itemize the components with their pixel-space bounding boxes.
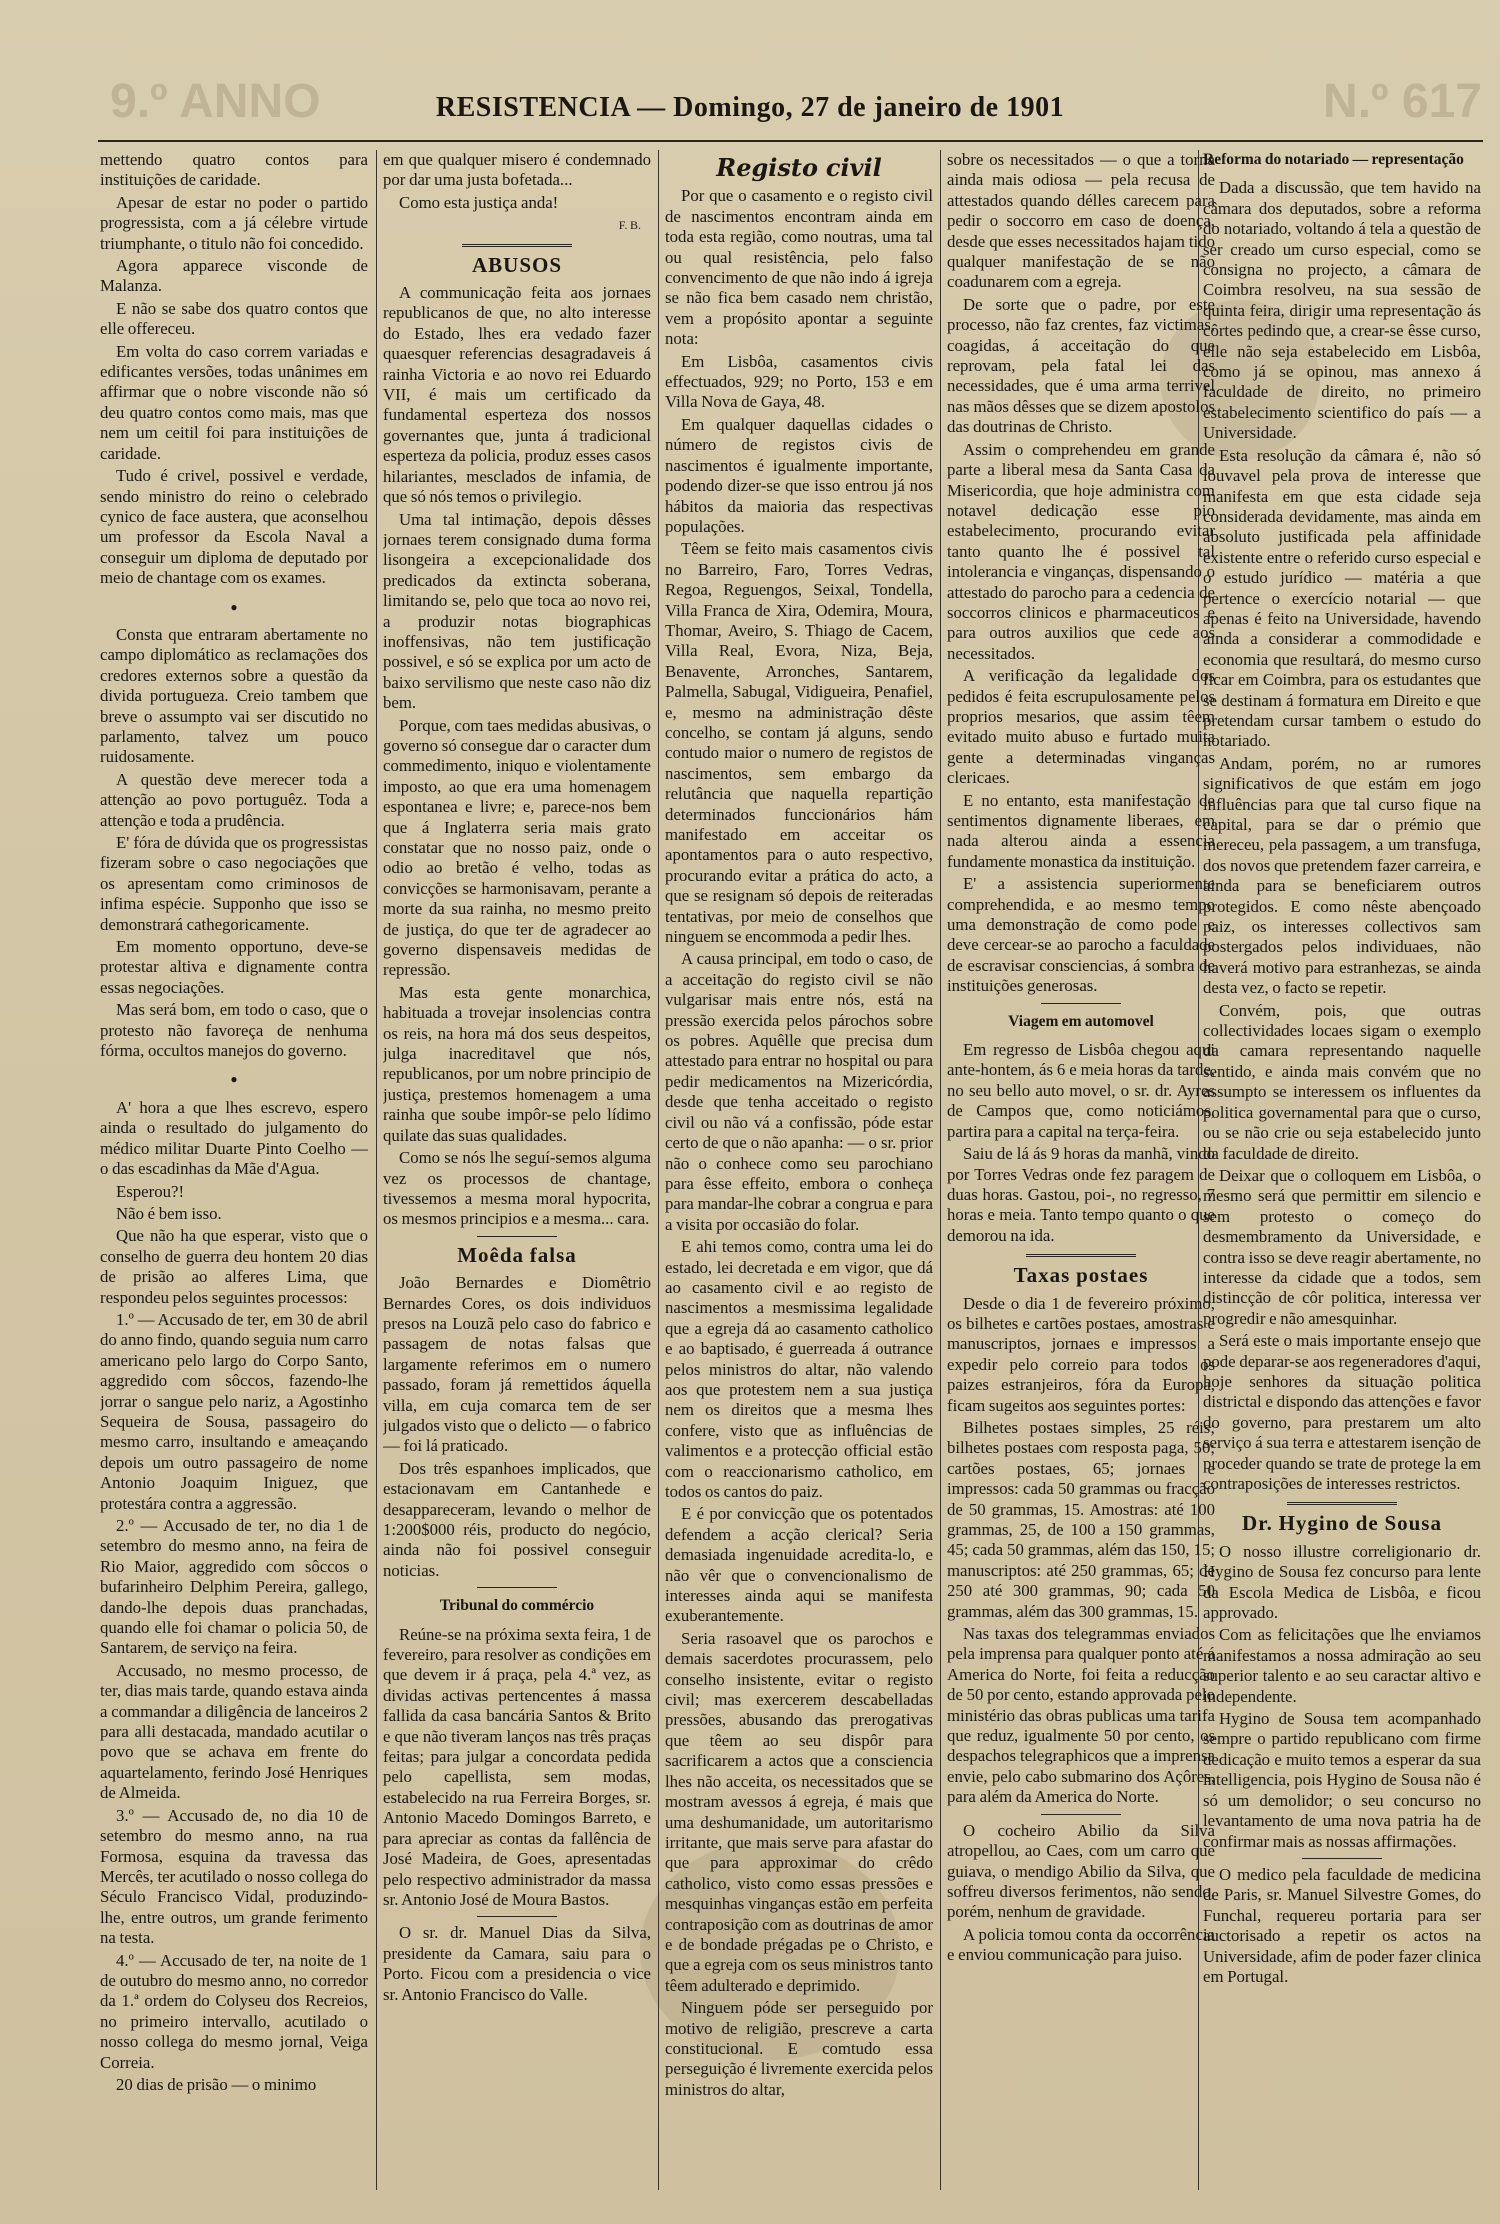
divider [477,1236,557,1237]
paragraph: Apesar de estar no poder o partido progressista, com a já célebre virtude triumphante, o titulo não foi concedido. [100,192,368,253]
column-2 [383,150,651,2198]
paragraph: Porque, com taes medidas abusivas, o governo só consegue dar o caracter dum commedimento, iniquo e violentamente imposto, ao que era uma homenagem espontanea e livre; e, parece-nos bem que á Inglaterra seria mais grato constatar que no nosso paiz, onde o odio ao bretão é velho, todas as convicções se harmonisavam, perante a morte da sua rainha, no mesmo preito de justiça, do que ter de agradecer ao governo dispensaveis medidas de repressão. [383,715,651,980]
paragraph: Em Lisbôa, casamentos civis effectuados, 929; no Porto, 153 e em Villa Nova de Gaya, 48. [665,351,933,412]
paragraph: A' hora a que lhes escrevo, espero ainda o resultado do julgamento do médico militar Duarte Pinto Coelho — o das escadinhas da Mãe d'Agua. [100,1097,368,1179]
paragraph: 20 dias de prisão — o minimo [116,2074,317,2094]
paragraph: Que não ha que esperar, visto que o conselho de guerra deu hontem 20 dias de prisão ao alferes Lima, que respondeu pelos seguintes processos: [100,1226,368,1307]
paragraph: Uma tal intimação, depois dêsses jornaes terem consignado duma forma lisongeira a excepcionalidade dos predicados da extincta soberana, limitando se, pelo que toca ao novo rei, a produzir notas biographicas inoffensivas, não tem justificação possivel, e só se explica por um acto de baixo servilismo que neste caso não diz bem. [383,509,651,713]
bleed-through-text: 9.º ANNO [110,75,321,128]
column-5 [1203,150,1481,2198]
paragraph: O nosso illustre correligionario dr. Hygino de Sousa fez concurso para lente da Escola Medica de Lisbôa, e ficou approvado. [1203,1541,1481,1623]
section-heading: Taxas postaes [1013,1263,1149,1288]
paragraph: Assim o comprehendeu em grande parte a liberal mesa da Santa Casa da Misericordia, que hoje administra com notavel dedicação esse pio estabelecimento, procurando evitar tanto quanto lhe é possivel tal intolerancia e vinganças, dispensando o attestado do parocho para a cedencia de soccorros clinicos e pharmaceuticos e para outros auxilios que cede aos necessitados. [947,439,1215,663]
paragraph: Agora apparece visconde de Malanza. [100,256,368,296]
column-rule [376,150,377,2190]
section-heading: ABUSOS [471,252,563,277]
paragraph: Esta resolução da câmara é, não só louvavel pela prova de interesse que manifesta em que esta cidade seja considerada devidamente, mas ainda em absoluto justificada pela affinidade existente entre o referido curso especial e o estudo jurídico — matéria a que pertence o exercício notarial — que apenas é feito na Universidade, havendo ainda a considerar a commodidade e economia que resultará, do mesmo curso ficar em Coimbra, para os estudantes que se destinam á formatura em Direito e que pretendam cursar tambem o estudo do notariado. [1203,445,1481,751]
paragraph: E' a assistencia superiormente comprehendida, e ao mesmo tempo uma demonstração de como pode e deve cercear-se ao parocho a faculdade de escravisar consciencias, á sombra de instituições generosas. [947,874,1215,996]
divider [1041,1003,1121,1004]
column-4 [947,150,1215,2198]
divider [1041,1814,1121,1815]
paragraph: Por que o casamento e o registo civil de nascimentos encontram ainda em toda esta região, como noutras, uma tal ou qual resistência, pelo falso convencimento de que não indo á igreja se não fica bem casado nem christão, vem a propósito apontar a seguinte nota: [665,186,933,349]
paragraph: Será este o mais importante ensejo que pode deparar-se aos regeneradores d'aqui, hoje senhores da situação politica districtal e dispondo das attenções e favor do governo, para prestarem um alto serviço á sua terra e attestarem isenção de proceder quando se trate de protege la em contraposições de interesses restrictos. [1203,1331,1481,1493]
paragraph: A questão deve merecer toda a attenção ao povo portuguêz. Toda a attenção e toda a prudência. [100,769,368,830]
paragraph: Como se nós lhe seguí-semos alguma vez os processos de chantage, tivessemos a mesma moral hypocrita, os mesmos principios e a mesma... cara. [383,1148,651,1229]
paragraph: Seria rasoavel que os parochos e demais sacerdotes procurassem, pelo conselho insistente, evitar o registo civil; mas exercerem descabelladas pressões, abusando das prerogativas que têem ao seu dispôr para sacrificarem a actos que a consciencia lhes não acceita, os necessitados que se mostram avessos á egreja, é mais que uma deshumanidade, um autoritarismo irritante, que mais serve para afastar do que para approximar do crêdo catholico, visto como essas pressões e mesquinhas vinganças estão em perfeita contraposição com as doutrinas de amor e de bondade prégadas pe o Christo, e que a egreja com os seus ministros tanto têem adulterado e deprimido. [665,1628,933,1995]
paragraph: Mas será bom, em todo o caso, que o protesto não favoreça de nenhuma fórma, occultos manejos do governo. [100,1000,368,1061]
paragraph: Com as felicitações que lhe enviamos manifestamos a nossa admiração ao seu superior talento e ao seu caractar altivo e independente. [1203,1625,1481,1706]
paragraph: Em momento opportuno, deve-se protestar altiva e dignamente contra essas negociações. [100,937,368,997]
paragraph: Bilhetes postaes simples, 25 réis; bilhetes postaes com resposta paga, 50; cartões postaes, 65; jornaes e impressos: cada 50 grammas ou fracção de 50 grammas, 15. Amostras: até 100 grammas, 25, de 100 a 150 grammas, 45; cada 50 grammas, além das 150, 15; manuscriptos: até 250 grammas, 65; de 250 até 300 grammas, 90; cada 50 grammas, além das 300 grammas, 15. [947,1417,1215,1621]
paragraph: Esperou?! [116,1181,185,1201]
divider [477,1916,557,1917]
masthead: RESISTENCIA — Domingo, 27 de janeiro de 1901 [435,92,1065,123]
header-rule [98,140,1483,142]
paragraph: Como esta justiça anda! [399,192,559,212]
paragraph: A verificação da legalidade dos pedidos é feita escrupulosamente pelos proprios mesarios, que assim têem evitado muito abuso e furtado muita gente a determinadas vinganças clericaes. [947,666,1215,788]
column-1 [100,150,368,2198]
paragraph: A communicação feita aos jornaes republicanos de que, no alto interesse do Estado, lhes era vedado fazer quaesquer referencias desagradaveis á rainha Victoria e ao novo rei Eduardo VII, é mais um certificado da fundamental esperteza dos nossos governantes que, junta á tradicional esperteza da policia, produz esses casos hilariantes, mesclados de infamia, de que só nós temos o privilegio. [383,283,651,507]
paragraph: Em regresso de Lisbôa chegou aqui ante-hontem, ás 6 e meia horas da tarde, no seu bello auto movel, o sr. dr. Ayres de Campos que, como noticiámos, partira para a capital na terça-feira. [947,1040,1215,1141]
paragraph: Accusado, no mesmo processo, de ter, dias mais tarde, quando estava ainda a commandar a diligência de lanceiros 2 para alli destacada, mandado acutilar o povo que se achava em frente do aquartelamento, ferindo José Henriques de Almeida. [100,1660,368,1803]
paragraph: João Bernardes e Diomêtrio Bernardes Cores, os dois individuos presos na Louzã pelo caso do fabrico e passagem de notas falsas que largamente referimos em o numero passado, foram já remettidos áquella villa, em cuja comarca tem de ser julgados visto que o delicto — o fabrico — foi lá praticado. [383,1273,651,1456]
paragraph: Dada a discussão, que tem havido na câmara dos deputados, sobre a reforma do notariado, voltando á tela a questão de ser creado um curso especial, como se consigna no projecto, a câmara de Coimbra resolveu, na sua sessão de quinta feira, dirigir uma representação ás côrtes pedindo que, a crear-se êsse curso, elle não seja estabelecido em Lisbôa, como já se opinou, mas annexo á faculdade de direito, no primeiro estabelecimento scientifico do país — a Universidade. [1203,178,1481,443]
paragraph: Andam, porém, no ar rumores significativos de que estám em jogo influências para que tal curso fique na capital, para se dar o prémio que mereceu, pela passagem, a um transfuga, dos novos que pretendem fazer carreira, e ainda para se beneficiarem outros protegidos. E como nêste abençoado paiz, os interesses collectivos sam postergados pelos individuaes, não haverá motivo para estranhezas, se ainda desta vez, o facto se repetir. [1203,753,1481,998]
paragraph: Tudo é crivel, possivel e verdade, sendo ministro do reino o celebrado cynico de face austera, que aconselhou um professor da Escola Naval a conseguir um diploma de deputado por meio de chantage com os exames. [100,466,368,588]
paragraph: Desde o dia 1 de fevereiro próximo, os bilhetes e cartões postaes, amostras e manuscriptos, jornaes e impressos a expedir pelo correio para todos os paizes estranjeiros, fóra da Europa, ficam sugeitos aos seguintes portes: [947,1293,1215,1415]
section-heading: Reforma do notariado — representação [1203,151,1464,168]
paragraph: Consta que entraram abertamente no campo diplomático as reclamações dos credores externos sobre a questão da divida portugueza. Creio tambem que breve o assumpto vai ser discutido no parlamento, talvez um pouco ruidosamente. [100,624,368,767]
paragraph: Em qualquer daquellas cidades o número de registos civis de nascimentos é igualmente importante, podendo dizer-se que isso entrou já nos hábitos da maioria das respectivas populações. [665,414,933,536]
divider [1302,1858,1382,1859]
divider [477,1587,557,1588]
paragraph: 2.º — Accusado de ter, no dia 1 de setembro do mesmo anno, na feira de Rio Maior, aggredido com sôccos o bufarinheiro Delphim Pereira, gallego, dando-lhe depois duas pranchadas, quando elle foi chamar o policia 50, de Santarem, de serviço na feira. [100,1516,368,1658]
section-heading: Tribunal do commércio [439,1597,595,1615]
paragraph: Deixar que o colloquem em Lisbôa, o mesmo será que permittir em silencio e sem protesto o começo do desmembramento da Universidade, e contra isso se deve reagir abertamente, no interesse da cidade que a todos, sem distincção de côr politica, interessa ver progredir e não amesquinhar. [1203,1165,1481,1328]
paragraph: Têem se feito mais casamentos civis no Barreiro, Faro, Torres Vedras, Regoa, Reguengos, Seixal, Tondella, Villa Franca de Xira, Odemira, Moura, Thomar, Aveiro, S. Thiago de Cacem, Villa Real, Evora, Niza, Beja, Benavente, Arronches, Santarem, Palmella, Sabugal, Vidigueira, Penafiel, e, mesmo na administração dêste concelho, se contam já alguns, sendo contudo maior o numero de registos de nascimentos, sem embargo da relutância que naquella repartição determinados funccionários hám manifestado em acceitar os apontamentos para o auto respectivo, procurando evitar a prática do acto, a que se resignam só depois de reiteradas tentativas, por meio de conselhos que ninguem se encommoda a pedir lhes. [665,539,933,947]
paragraph: 1.º — Accusado de ter, em 30 de abril do anno findo, quando seguia num carro americano pelo largo do Corpo Santo, aggredido com sôccos, fazendo-lhe jorrar o sangue pelo nariz, a Agostinho Sequeira de Sousa, passageiro do mesmo carro, insultando e ameaçando depois um outro passageiro de nome Antonio Joaquim Iniguez, que protestára contra a aggressão. [100,1309,368,1513]
paragraph: mettendo quatro contos para instituições de caridade. [100,150,368,190]
column-rule [658,150,659,2190]
section-heading: Dr. Hygino de Sousa [1242,1511,1442,1536]
paragraph: em que qualquer misero é condemnado por dar uma justa bofetada... [383,150,651,190]
paragraph: A policia tomou conta da occorrência e enviou communicação para juiso. [947,1924,1215,1965]
paragraph: E no entanto, esta manifestação de sentimentos dignamente liberaes, em nada alterou ainda a essencia fundamente monastica da instituição. [947,790,1215,871]
paragraph: Dos três espanhoes implicados, que estacionavam em Cantanhede e desappareceram, levando o melhor de 1:200$000 réis, producto do negócio, ainda não foi possivel conseguir noticias. [383,1458,651,1580]
paragraph: A causa principal, em todo o caso, de a acceitação do registo civil se não vulgarisar mais entre nós, está na pressão exercida pelos párochos sobre os pobres. Aquêlle que precisa dum attestado para entrar no hospital ou para pedir medicamentos na Mizericórdia, desde que tenha acceitado o registo civil ou não vá a confissão, póde estar certo de que o não apanha: — o sr. prior não o conhece como seu parochiano para êsse effeito, embora o conheça para mandar-lhe cobrar a congrua e para a visita por occasião do folar. [665,949,933,1234]
paragraph: De sorte que o padre, por este processo, não faz crentes, faz victimas, coagidas, á acceitação do que reprovam, pela fatal lei das necessidades, que é uma arma terrivel nas mãos dêsses que se dizem apostolos das doutrinas de Christo. [947,294,1215,437]
paragraph: O sr. dr. Manuel Dias da Silva, presidente da Camara, saiu para o Porto. Ficou com a presidencia o vice sr. Antonio Francisco do Valle. [383,1923,651,2004]
paragraph: Não é bem isso. [116,1203,222,1223]
bleed-through-text: N.º 617 [1323,75,1482,128]
paragraph: O medico pela faculdade de medicina de Paris, sr. Manuel Silvestre Gomes, do Funchal, requereu portaria para ser auctorisado a repetir os actos na Universidade, afim de poder fazer clinica em Portugal. [1203,1864,1481,1986]
section-heading: Moêda falsa [457,1242,577,1267]
section-separator-icon: ● [230,1072,238,1087]
paragraph: E' fóra de dúvida que os progressistas fizeram sobre o caso negociações que os apresentam como criminosos de infima espécie. Supponho que isso se demonstrará cathegoricamente. [100,833,368,934]
divider [1287,1502,1397,1505]
paragraph: Mas esta gente monarchica, habituada a trovejar insolencias contra os reis, na hora má dos seus despeitos, julga inacreditavel que nós, republicanos, por um nobre principio de justiça, prestemos homenagem a uma rainha que soube impôr-se pelo lídimo quilate das suas qualidades. [383,982,651,1145]
paragraph: 4.º — Accusado de ter, na noite de 1 de outubro do mesmo anno, no corredor da 1.ª ordem do Colyseu dos Recreios, no primeiro intervallo, acutilado o nosso collega do mesmo jornal, Veiga Correia. [100,1950,368,2072]
column-rule [940,150,941,2190]
paragraph: sobre os necessitados — o que a torna ainda mais odiosa — pela recusa de attestados quando délles carecem para pedir o soccorro em caso de doença, desde que esses necessitados hajam tido qualquer manifestação de se não coadunarem com a egreja. [947,150,1215,292]
paragraph: E ahi temos como, contra uma lei do estado, lei decretada e em vigor, que dá ao casamento civil e ao registo de nascimentos a mesmissima legalidade que a egreja dá ao casamento catholico e ao baptisado, é guerreada á outrance pelos ministros do altar, não valendo aos que protestem nem a sua justiça nem os direitos que a mesma lhes confere, visto que as influências de valimentos e a protecção official estão com o reaccionarismo catholico, em todos os cantos do paiz. [665,1237,933,1501]
signature: F. B. [618,218,641,233]
divider [462,244,572,247]
paragraph: 3.º — Accusado de, no dia 10 de setembro do mesmo anno, na rua Formosa, esquina da travessa das Mercês, ter acutilado o nosso collega do Século Francisco Vidal, produzindo-lhe, entre outros, um grande ferimento na testa. [100,1805,368,1948]
paragraph: E não se sabe dos quatro contos que elle offereceu. [100,298,368,339]
paragraph: O cocheiro Abilio da Silva atropellou, ao Caes, com um carro que guiava, o mendigo Abilio da Silva, que soffreu diversos ferimentos, não sendo, porém, nenhum de gravidade. [947,1820,1215,1922]
paragraph: Saiu de lá ás 9 horas da manhã, vindo por Torres Vedras onde fez paragem de duas horas. Gastou, poi-, no regresso, 7 horas e meia. Tanto tempo quanto o que demorou na ida. [947,1144,1215,1245]
section-heading: Registo civil [716,153,882,182]
paragraph: Hygino de Sousa tem acompanhado sempre o partido republicano com firme dedicação e muito temos a esperar da sua intelligencia, pois Hygino de Sousa não é só um demolidor; o seu concurso no levantamento de uma nova patria ha de confirmar mais as nossas affirmações. [1203,1709,1481,1851]
column-3 [665,150,933,2198]
paragraph: Nas taxas dos telegrammas enviados pela imprensa para qualquer ponto até á America do Norte, foi feita a reducção de 50 por cento, estando approvada pelo ministério das obras publicas uma tarifa que reduz, igualmente 50 por cento, os despachos telegraphicos que a imprensa envie, pelo cabo submarino dos Açôres, para além da America do Norte. [947,1624,1215,1807]
section-separator-icon: ● [230,599,238,614]
divider [1026,1254,1136,1257]
paragraph: Convém, pois, que outras collectividades locaes sigam o exemplo da camara representando naquelle sentido, e ainda mais convém que no assumpto se interessem os influentes da politica governamental para que o curso, ou se não crie ou seja estabelecido junto da faculdade de direito. [1203,1000,1481,1163]
paragraph: Reúne-se na próxima sexta feira, 1 de fevereiro, para resolver as condições em que devem ir á praça, pela 4.ª vez, as dividas activas pertencentes á massa fallida da casa bancária Santos & Brito e que não tiveram lanços nas três praças feitas; para julgar a concordata pedida pelo capellista, sem modas, estabelecido na rua Ferreira Borges, sr. Antonio Macedo Domingos Barreto, e para apreciar as contas da fallência de José Madeira, de Goes, apresentadas pelo respectivo administrador da massa sr. Antonio José de Moura Bastos. [383,1624,651,1909]
paragraph: E é por convicção que os potentados defendem a acção clerical? Seria demasiada ingenuidade acredita-lo, e não vêr que o convencionalismo de interesses ainda aqui se manifesta exuberantemente. [665,1504,933,1626]
paragraph: Em volta do caso correm variadas e edificantes versões, todas unânimes em affirmar que o nobre visconde não só deu quatro contos como mais, mas que nem um ceitil foi para instituições de caridade. [100,341,368,463]
paragraph: Ninguem póde ser perseguido por motivo de religião, prescreve a carta constitucional. E comtudo essa perseguição é livremente exercida pelos ministros do altar, [665,1998,933,2099]
section-heading: Viagem em automovel [1008,1012,1154,1030]
